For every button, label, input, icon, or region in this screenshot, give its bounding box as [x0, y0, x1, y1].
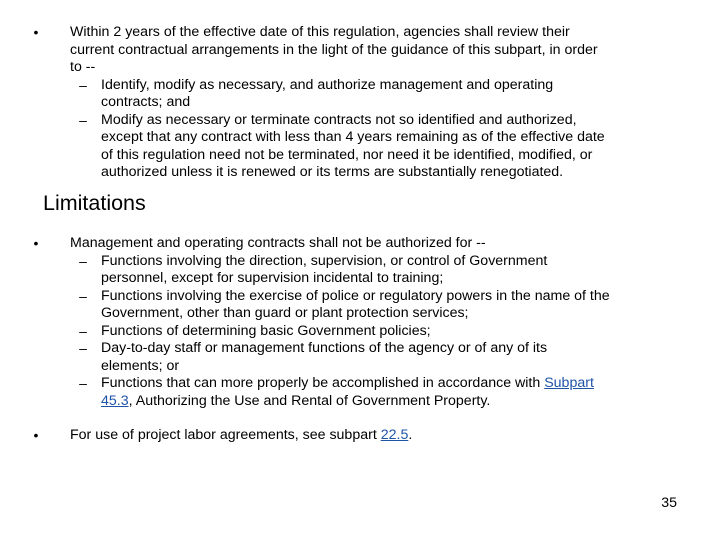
- subpart-45-3-link-continued[interactable]: 45.3: [101, 392, 129, 409]
- subitem-text-line: elements; or: [101, 357, 180, 374]
- subitem-text-line: contracts; and: [101, 94, 191, 110]
- subitem-text-segment: , Authorizing the Use and Rental of Government Property.: [128, 392, 491, 409]
- subitem-text-line: [101, 393, 490, 411]
- subitem-text-line: except that any contract with less than 4 years remaining as of the effective date: [101, 129, 605, 145]
- subitem-text-line: of this regulation need not be terminated, nor need it be identified, modified, or: [101, 146, 593, 163]
- subitem-text-line: Functions of determining basic Government policies;: [101, 322, 431, 339]
- subitem-text-line: Government, other than guard or plant protection services;: [101, 305, 469, 321]
- subitem-text-segment: Functions that can more properly be accomplished in accordance with: [101, 375, 545, 391]
- subitem-text-line: Identify, modify as necessary, and authorize management and operating: [101, 76, 554, 93]
- dash-marker: –: [79, 111, 87, 128]
- subitem-text-line: [101, 375, 594, 393]
- bullet-text-line: Within 2 years of the effective date of this regulation, agencies shall review their: [70, 24, 570, 40]
- bullet-marker: •: [33, 427, 39, 443]
- bullet-text-line: [70, 427, 412, 445]
- dash-marker: –: [79, 252, 87, 269]
- dash-marker: –: [79, 322, 87, 339]
- subitem-text-line: Functions involving the direction, supervision, or control of Government: [101, 252, 548, 269]
- dash-marker: –: [79, 76, 87, 93]
- bullet-marker: •: [33, 235, 39, 251]
- subitem-text-line: personnel, except for supervision incidental to training;: [101, 270, 444, 286]
- bullet-text-segment: .: [408, 427, 413, 443]
- section-heading: Limitations: [43, 191, 146, 215]
- bullet-marker: •: [33, 24, 39, 40]
- subitem-text-line: Functions involving the exercise of police or regulatory powers in the name of the: [101, 287, 610, 304]
- dash-marker: –: [79, 375, 87, 391]
- page-number: 35: [661, 495, 677, 511]
- bullet-text-line: Management and operating contracts shall not be authorized for --: [70, 235, 486, 251]
- dash-marker: –: [79, 287, 87, 304]
- subpart-22-5-link[interactable]: 22.5: [380, 427, 409, 443]
- subitem-text-line: authorized unless it is renewed or its terms are substantially renegotiated.: [101, 164, 564, 180]
- subpart-45-3-link[interactable]: Subpart: [544, 375, 594, 391]
- bullet-text-segment: For use of project labor agreements, see subpart: [70, 427, 381, 443]
- bullet-text-line: to --: [70, 59, 96, 75]
- dash-marker: –: [79, 340, 87, 356]
- bullet-text-line: current contractual arrangements in the light of the guidance of this subpart, in order: [70, 41, 598, 58]
- subitem-text-line: Modify as necessary or terminate contracts not so identified and authorized,: [101, 111, 577, 128]
- subitem-text-line: Day-to-day staff or management functions of the agency or of any of its: [101, 340, 548, 356]
